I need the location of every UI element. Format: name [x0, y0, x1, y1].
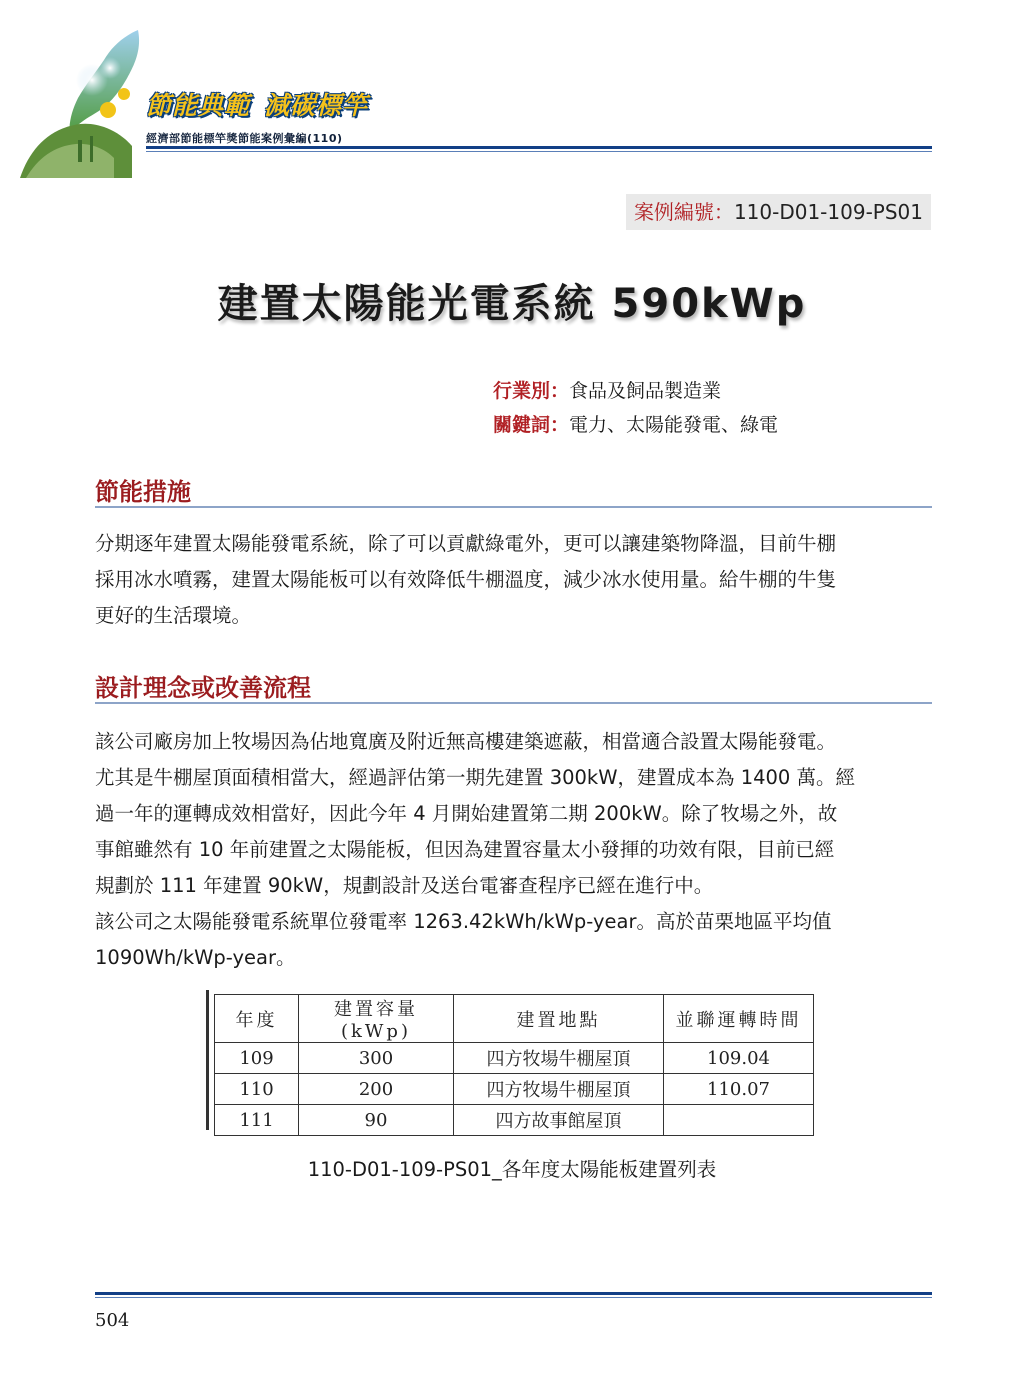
installation-table — [214, 994, 814, 1136]
table-cell: 109.04 — [664, 1043, 814, 1074]
table-cell: 四方牧場牛棚屋頂 — [454, 1074, 664, 1105]
paragraph-line: 1090Wh/kWp-year。 — [95, 946, 296, 969]
keywords-value: 電力、太陽能發電、綠電 — [569, 414, 779, 436]
paragraph-line: 該公司之太陽能發電系統單位發電率 1263.42kWh/kWp-year。高於苗栗地區平均值 — [95, 910, 832, 933]
table-cell: 109 — [215, 1043, 299, 1074]
section-divider — [95, 506, 932, 508]
column-header-location: 建置地點 — [454, 995, 664, 1043]
column-header-capacity: 建置容量(kWp) — [299, 995, 454, 1043]
paragraph-line: 採用冰水噴霧，建置太陽能板可以有效降低牛棚溫度，減少冰水使用量。給牛棚的牛隻 — [95, 568, 837, 591]
table-cell: 110.07 — [664, 1074, 814, 1105]
section-divider — [95, 702, 932, 704]
page-title: 建置太陽能光電系統 590kWp — [217, 281, 807, 327]
paragraph-line: 更好的生活環境。 — [95, 604, 252, 627]
paragraph-line: 規劃於 111 年建置 90kW，規劃設計及送台電審查程序已經在進行中。 — [95, 874, 714, 897]
paragraph-line: 尤其是牛棚屋頂面積相當大，經過評估第一期先建置 300kW，建置成本為 1400 萬。經 — [95, 766, 856, 789]
measures-paragraph — [95, 526, 932, 634]
table-cell: 四方故事館屋頂 — [454, 1105, 664, 1136]
table-cell: 110 — [215, 1074, 299, 1105]
taiwan-dandelion-logo-icon — [20, 28, 160, 178]
industry-value: 食品及飼品製造業 — [569, 380, 722, 402]
footer-divider — [95, 1292, 932, 1298]
table-row — [215, 1043, 814, 1074]
column-header-year: 年度 — [215, 995, 299, 1043]
table-cell: 111 — [215, 1105, 299, 1136]
page-number: 504 — [95, 1310, 130, 1331]
keywords-row — [493, 408, 778, 442]
table-cell: 200 — [299, 1074, 454, 1105]
keywords-label: 關鍵詞： — [493, 414, 570, 436]
paragraph-line: 事館雖然有 10 年前建置之太陽能板，但因為建置容量太小發揮的功效有限，目前已經 — [95, 838, 835, 861]
table-row — [215, 1105, 814, 1136]
page-header — [0, 0, 1024, 190]
industry-label: 行業別： — [493, 380, 570, 402]
paragraph-line: 該公司廠房加上牧場因為佔地寬廣及附近無高樓建築遮蔽，相當適合設置太陽能發電。 — [95, 730, 837, 753]
installation-table-wrapper — [206, 990, 818, 1130]
table-cell — [664, 1105, 814, 1136]
paragraph-line: 過一年的運轉成效相當好，因此今年 4 月開始建置第二期 200kW。除了牧場之外，故 — [95, 802, 838, 825]
case-meta — [493, 374, 778, 442]
table-row — [215, 1074, 814, 1105]
paragraph-line: 分期逐年建置太陽能發電系統，除了可以貢獻綠電外，更可以讓建築物降溫，目前牛棚 — [95, 532, 837, 555]
section-heading-design: 設計理念或改善流程 — [95, 674, 311, 702]
column-header-grid-time: 並聯運轉時間 — [664, 995, 814, 1043]
table-cell: 四方牧場牛棚屋頂 — [454, 1043, 664, 1074]
table-cell: 90 — [299, 1105, 454, 1136]
design-paragraph — [95, 724, 932, 976]
table-caption: 110-D01-109-PS01_各年度太陽能板建置列表 — [307, 1158, 717, 1181]
table-header-row — [215, 995, 814, 1043]
case-id-badge — [626, 194, 931, 230]
brand-subtitle: 經濟部節能標竿獎節能案例彙編(110) — [146, 132, 343, 145]
brand-title: 節能典範 減碳標竿 — [146, 91, 369, 120]
case-id-label: 案例編號： — [633, 200, 734, 224]
case-id-value: 110-D01-109-PS01 — [733, 200, 923, 224]
industry-row — [493, 374, 778, 408]
header-divider — [146, 146, 932, 152]
table-cell: 300 — [299, 1043, 454, 1074]
section-heading-measures: 節能措施 — [95, 478, 191, 506]
